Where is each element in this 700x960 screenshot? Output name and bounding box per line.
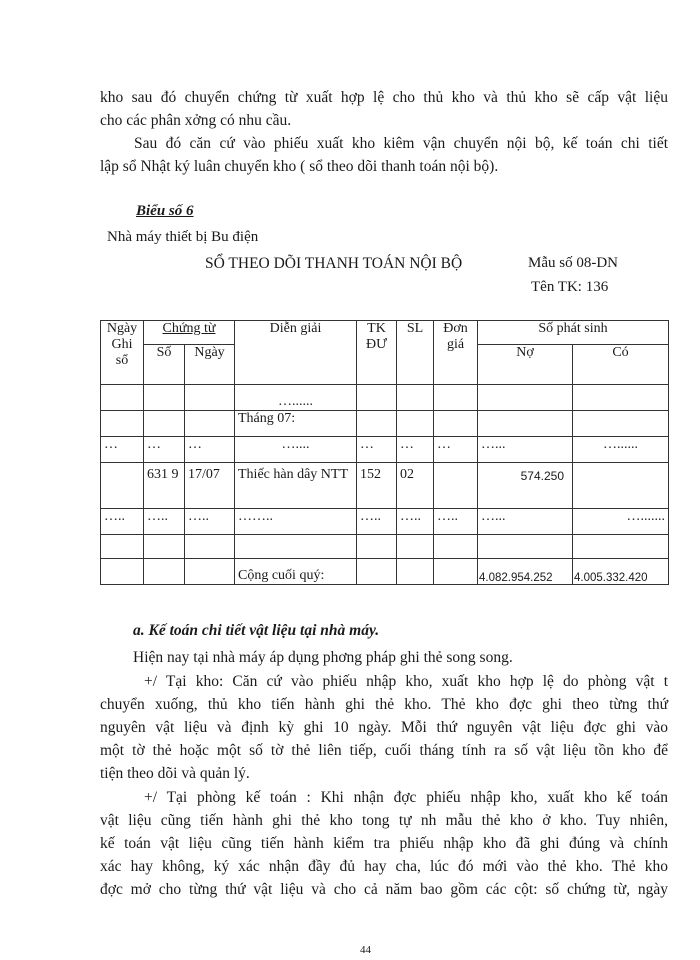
accounting-paragraph-line-3: kế toán vật liệu cũng tiến hành kiểm tra phiếu nhập kho đã ghi đúng và chính — [100, 835, 668, 852]
warehouse-paragraph-line-5: tiện theo dõi và quản lý. — [100, 765, 250, 782]
table-row: Tháng 07: — [101, 411, 669, 437]
table-row: … … … ….... … … … …... …...... — [101, 437, 669, 463]
header-description: Diễn giải — [235, 321, 357, 385]
table-row: …...... — [101, 385, 669, 411]
section-paragraph-1: Hiện nay tại nhà máy áp dụng phơng pháp ghi thẻ song song. — [133, 649, 513, 666]
table-row: ….. ….. ….. …….. ….. ….. ….. …... …....... — [101, 509, 669, 535]
table-row: 631 9 17/07 Thiếc hàn dây NTT 152 02 574.250 — [101, 463, 669, 509]
table-row — [101, 535, 669, 559]
header-voucher: Chứng từ — [144, 321, 235, 345]
header-unit-price: Đơn giá — [434, 321, 478, 385]
ledger-title: SỔ THEO DÕI THANH TOÁN NỘI BỘ — [205, 255, 463, 272]
accounting-paragraph-line-1: +/ Tại phòng kế toán : Khi nhận đợc phiếu nhập kho, xuất kho kế toán — [144, 789, 668, 806]
accounting-paragraph-line-5: đợc mở cho từng thứ vật liệu và cho cả năm bao gồm các cột: số chứng từ, ngày — [100, 881, 668, 898]
intro-line-3: Sau đó căn cứ vào phiếu xuất kho kiêm vận chuyển nội bộ, kế toán chi tiết — [134, 135, 668, 152]
intro-line-1: kho sau đó chuyển chứng từ xuất hợp lệ cho thủ kho và thủ kho sẽ cấp vật liệu — [100, 89, 668, 106]
header-entry-date: Ngày Ghi sổ — [101, 321, 144, 385]
header-voucher-number: Số — [144, 345, 185, 385]
header-contra-account: TK ĐƯ — [357, 321, 397, 385]
form-caption: Biểu số 6 — [136, 203, 194, 219]
intro-line-4: lập sổ Nhật ký luân chuyển kho ( sổ theo dõi thanh toán nội bộ). — [100, 158, 499, 175]
section-heading: a. Kế toán chi tiết vật liệu tại nhà máy. — [133, 622, 380, 639]
page-number: 44 — [360, 944, 371, 956]
header-quantity: SL — [397, 321, 434, 385]
account-name: Tên TK: 136 — [531, 279, 609, 295]
header-voucher-date: Ngày — [185, 345, 235, 385]
company-name: Nhà máy thiết bị Bu điện — [107, 229, 259, 245]
accounting-paragraph-line-4: xác hay không, ký xác nhận đầy đủ hay cha, lúc đó mới vào thẻ kho. Thẻ kho — [100, 858, 668, 875]
warehouse-paragraph-line-4: một tờ thẻ hoặc một số tờ thẻ liên tiếp, cuối tháng tính ra số vật liệu tồn kho để — [100, 742, 668, 759]
warehouse-paragraph-line-2: chuyển xuống, thủ kho tiến hành ghi thẻ kho. Thẻ kho đợc ghi theo từng thứ — [100, 696, 668, 713]
totals-row: Cộng cuối quý: 4.082.954.252 4.005.332.420 — [101, 559, 669, 585]
intro-line-2: cho các phân xởng có nhu cầu. — [100, 112, 292, 129]
accounting-paragraph-line-2: vật liệu cũng tiến hành ghi thẻ kho tong tự nh mẫu thẻ kho ở kho. Tuy nhiên, — [100, 812, 668, 829]
header-debit: Nợ — [478, 345, 573, 385]
form-number: Mẫu số 08-DN — [528, 255, 618, 271]
header-credit: Có — [573, 345, 669, 385]
warehouse-paragraph-line-1: +/ Tại kho: Căn cứ vào phiếu nhập kho, xuất kho hợp lệ do phòng vật t — [144, 673, 668, 690]
internal-settlement-ledger — [100, 320, 669, 585]
header-amount: Số phát sinh — [478, 321, 669, 345]
warehouse-paragraph-line-3: nguyên vật liệu và định kỳ ghi 10 ngày. Mỗi thứ nguyên vật liệu đợc ghi vào — [100, 719, 668, 736]
